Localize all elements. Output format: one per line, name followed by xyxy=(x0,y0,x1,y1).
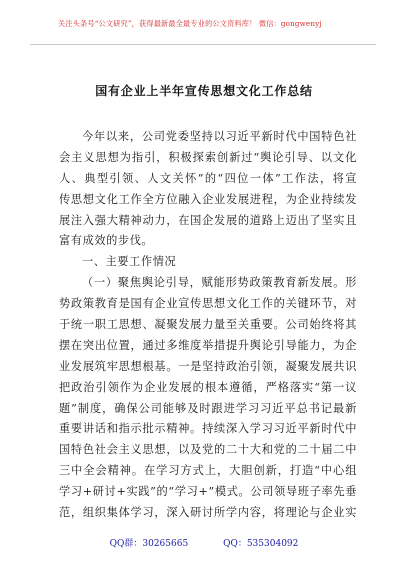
body-line: 富有成效的步伐。 xyxy=(59,234,154,248)
footer-contact xyxy=(0,536,408,549)
body-line: 势政策教育是国有企业宣传思想文化工作的关键环节，对 xyxy=(59,297,357,311)
header-banner: 关注头条号“公文研究”，获得最新最全最专业的公文资料库！ 微信：gongwenyj xyxy=(58,19,322,28)
body-line: 业发展筑牢思想根基。一是坚持政治引领，凝聚发展共识 xyxy=(59,359,357,373)
body-line: 学习+研讨+实践”的“学习+”模式。公司领导班子率先垂 xyxy=(59,485,357,499)
document-title: 国有企业上半年宣传思想文化工作总结 xyxy=(95,84,313,98)
body-line: 会主义思想为指引，积极探索创新过“舆论引导、以文化 xyxy=(59,150,357,164)
body-line: 人、典型引领、人文关怀”的“四位一体”工作法，将宣 xyxy=(59,171,357,185)
body-line: 范，组织集体学习，深入研讨所学内容，将理论与企业实 xyxy=(59,506,357,520)
body-line: 传思想文化工作全方位融入企业发展进程，为企业持续发 xyxy=(59,192,357,206)
body-line: （一）聚焦舆论引导，赋能形势政策教育新发展。形 xyxy=(82,276,357,290)
body-line: 展注入强大精神动力，在国企发展的道路上迈出了坚实且 xyxy=(59,213,357,227)
body-line: 摆在突出位置，通过多维度举措提升舆论引导能力，为企 xyxy=(59,338,357,352)
body-line: 于统一职工思想、凝聚发展力量至关重要。公司始终将其 xyxy=(59,318,357,332)
footer-qq-group: QQ群：30265665 xyxy=(109,539,189,549)
body-line: 国特色社会主义思想，以及党的二十大和党的二十届二中 xyxy=(59,443,357,457)
document-body xyxy=(59,127,357,524)
footer-qq: QQ：535304092 xyxy=(223,539,299,549)
section-heading: 一、主要工作情况 xyxy=(82,255,177,269)
body-line: 题”制度，确保公司能够及时跟进学习习近平总书记最新 xyxy=(59,401,357,415)
body-line: 三中全会精神。在学习方式上，大胆创新，打造“中心组 xyxy=(59,464,357,478)
body-line: 今年以来，公司党委坚持以习近平新时代中国特色社 xyxy=(82,130,357,143)
body-line: 重要讲话和指示批示精神。持续深入学习习近平新时代中 xyxy=(59,422,357,436)
header-divider xyxy=(30,44,376,45)
body-line: 把政治引领作为企业发展的根本遵循，严格落实“第一议 xyxy=(59,380,357,394)
